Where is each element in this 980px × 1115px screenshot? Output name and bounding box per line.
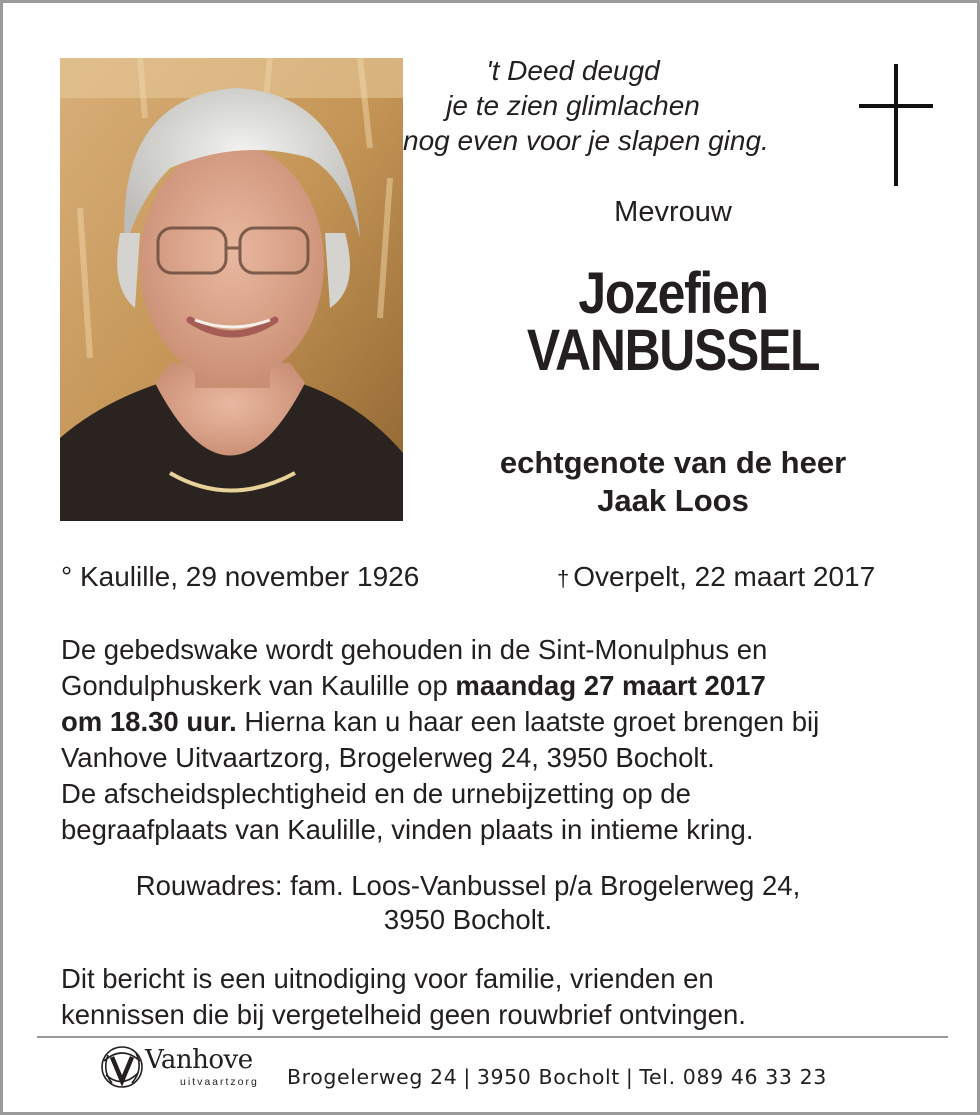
footer-divider: [37, 1036, 948, 1038]
last-name: VANBUSSEL: [526, 318, 820, 383]
address-line-2: 3950 Bocholt.: [383, 904, 553, 935]
cross-icon: [859, 64, 933, 186]
notice-line-1: Dit bericht is een uitnodiging voor familie, vrienden en: [61, 963, 714, 994]
death-date: [557, 561, 875, 593]
announcement-line-2-text: Gondulphuskerk van Kaulille op: [61, 670, 456, 701]
birth-date: ° Kaulille, 29 november 1926: [61, 561, 420, 592]
wake-time: om 18.30 uur.: [61, 706, 237, 737]
announcement-line-3: [61, 704, 961, 740]
footer-separator: |: [463, 1065, 471, 1089]
footer-separator: |: [625, 1065, 634, 1089]
quote-line-2: je te zien glimlachen: [446, 90, 700, 121]
logo-name: Vanhove: [145, 1045, 253, 1075]
announcement-line-3-text: Hierna kan u haar een laatste groet brengen bij: [236, 706, 820, 737]
first-name: Jozefien: [578, 261, 768, 326]
footer-street: Brogelerweg 24: [287, 1065, 458, 1089]
deceased-name: [475, 261, 871, 383]
announcement-text: [61, 632, 961, 848]
wake-date: maandag 27 maart 2017: [455, 670, 766, 701]
honorific-title: Mevrouw: [614, 196, 732, 228]
portrait-photo: [60, 58, 403, 521]
invitation-notice: [61, 961, 961, 1033]
spouse-line-2: Jaak Loos: [597, 483, 749, 518]
announcement-line-5: De afscheidsplechtigheid en de urnebijzetting op de: [61, 778, 691, 809]
address-line-1: Rouwadres: fam. Loos-Vanbussel p/a Brogelerweg 24,: [135, 870, 801, 901]
announcement-line-4: Vanhove Uitvaartzorg, Brogelerweg 24, 3950 Bocholt.: [61, 742, 715, 773]
footer-contact: [287, 1065, 827, 1089]
death-date-text: Overpelt, 22 maart 2017: [573, 561, 876, 592]
logo-swirl-icon: [98, 1043, 146, 1091]
footer-phone: Tel. 089 46 33 23: [639, 1065, 827, 1089]
vanhove-logo: [98, 1043, 278, 1093]
logo-subtitle: uitvaartzorg: [180, 1076, 259, 1088]
quote-line-1: 't Deed deugd: [486, 55, 660, 86]
announcement-line-1: De gebedswake wordt gehouden in de Sint-Monulphus en: [61, 634, 768, 665]
memorial-quote: [403, 53, 769, 158]
spouse-line-1: echtgenote van de heer: [499, 445, 847, 480]
announcement-line-2: [61, 668, 961, 704]
spouse-info: [423, 444, 923, 520]
notice-line-2: kennissen die bij vergetelheid geen rouwbrief ontvingen.: [61, 999, 746, 1030]
portrait-image: [60, 58, 403, 521]
footer-city: 3950 Bocholt: [476, 1065, 620, 1089]
dagger-icon: †: [557, 566, 570, 591]
mourning-address: [43, 869, 893, 937]
announcement-line-6: begraafplaats van Kaulille, vinden plaats in intieme kring.: [61, 814, 754, 845]
quote-line-3: nog even voor je slapen ging.: [403, 125, 769, 156]
